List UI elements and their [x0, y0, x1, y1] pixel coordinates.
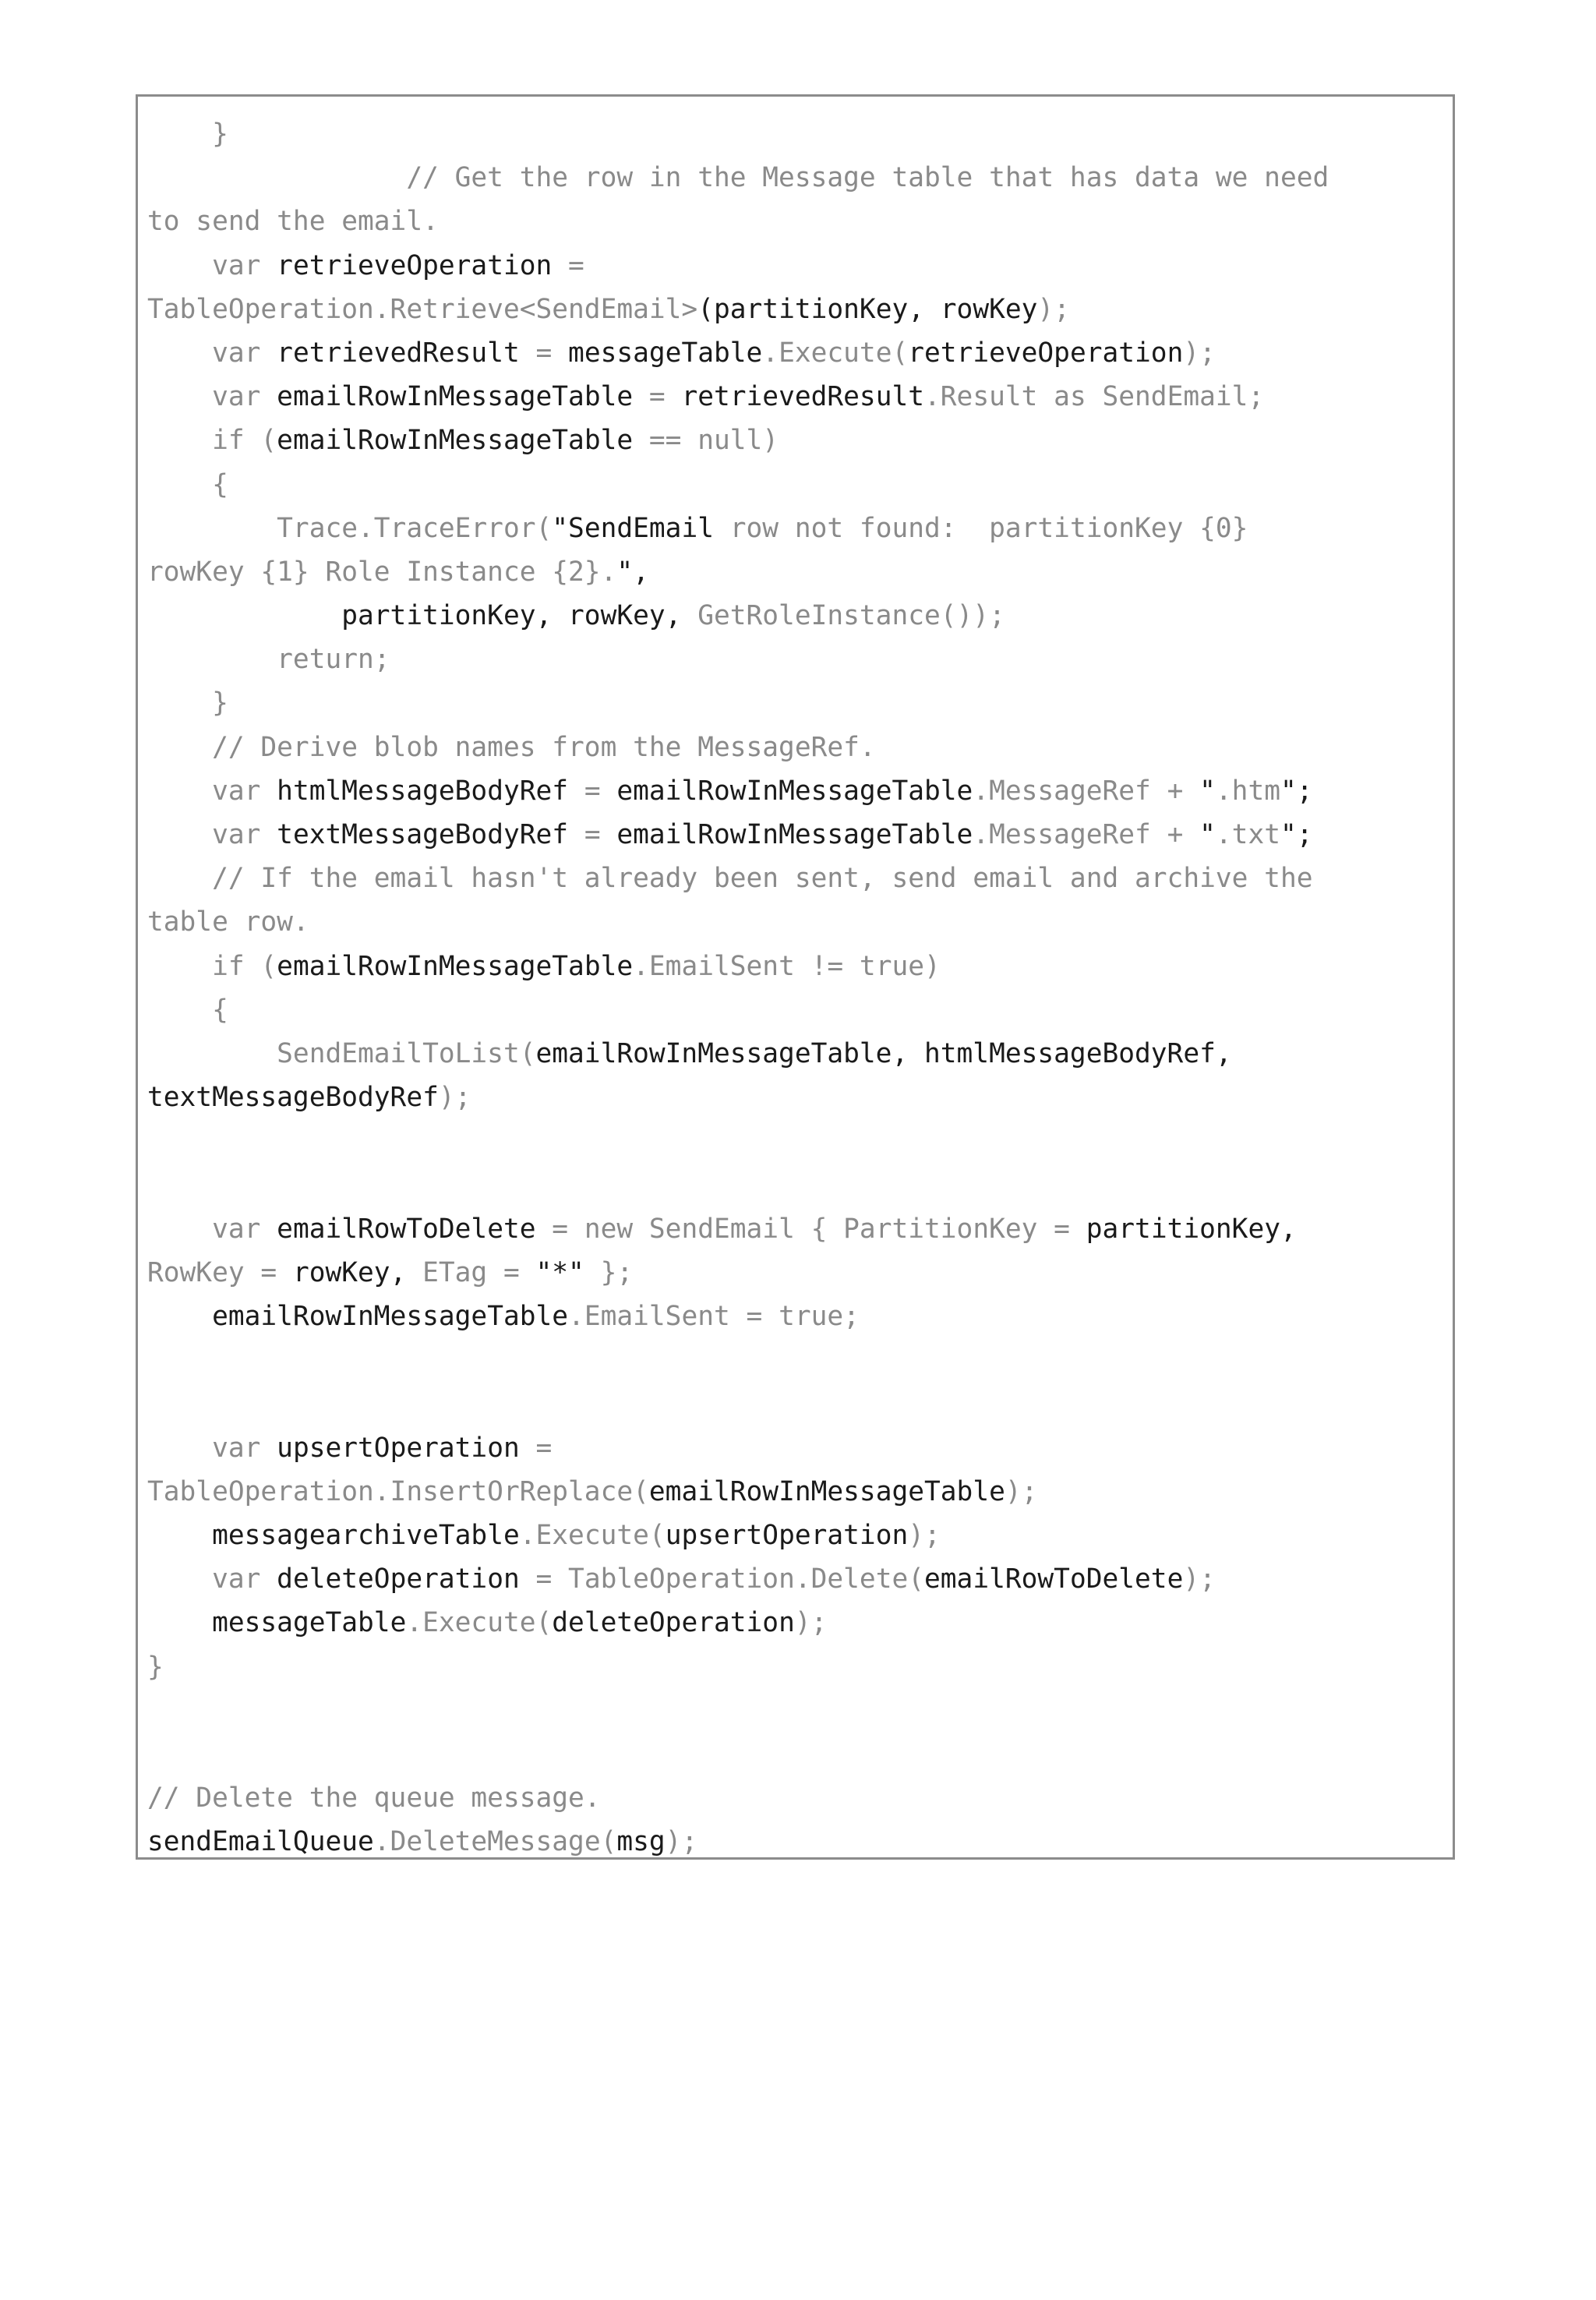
code-line	[147, 419, 1453, 462]
code-token: "*"	[535, 1256, 584, 1288]
code-token: ";	[1280, 819, 1313, 850]
code-token: ",	[616, 556, 649, 588]
code-line	[147, 726, 1453, 769]
code-token: .Execute(	[406, 1607, 553, 1639]
code-token: var	[147, 1213, 277, 1245]
code-line	[147, 594, 1453, 638]
code-line	[147, 1601, 1453, 1645]
code-line	[147, 375, 1453, 419]
code-line	[147, 988, 1453, 1032]
code-token: htmlMessageBodyRef	[277, 775, 569, 807]
code-token: table row.	[147, 906, 309, 938]
code-token: ETag =	[406, 1256, 536, 1288]
code-token: var	[147, 1432, 277, 1464]
code-token: messageTable	[568, 337, 763, 369]
code-token: var	[147, 337, 277, 369]
code-token: partitionKey,	[1086, 1213, 1297, 1245]
code-token: =	[519, 1432, 553, 1464]
code-token: {	[147, 468, 228, 500]
code-line	[147, 1426, 1453, 1470]
code-line	[147, 112, 1453, 156]
code-token: == null)	[633, 425, 779, 457]
code-token: emailRowInMessageTable, htmlMessageBodyRef,	[535, 1037, 1232, 1069]
code-token: );	[1183, 1563, 1216, 1595]
code-line	[147, 1295, 1453, 1338]
code-token: =	[568, 819, 617, 850]
code-line	[147, 681, 1453, 725]
code-token: =	[633, 381, 682, 413]
code-token: emailRowInMessageTable	[277, 425, 634, 457]
code-line	[147, 156, 1453, 200]
code-token: emailRowInMessageTable	[648, 1475, 1005, 1507]
code-token: retrieveOperation	[908, 337, 1184, 369]
code-token: if (	[147, 950, 277, 982]
code-token: emailRowInMessageTable	[616, 775, 973, 807]
code-token: deleteOperation	[277, 1563, 520, 1595]
code-line	[147, 244, 1453, 288]
code-token: emailRowToDelete	[924, 1563, 1184, 1595]
code-line	[147, 857, 1453, 900]
code-token: rowKey,	[292, 1256, 407, 1288]
code-token: ";	[1280, 775, 1313, 807]
code-line	[147, 550, 1453, 594]
code-token: sendEmailQueue	[147, 1826, 374, 1858]
code-line	[147, 638, 1453, 681]
code-token: messageTable	[212, 1607, 407, 1639]
code-token: var	[147, 249, 277, 281]
code-token: messagearchiveTable	[212, 1520, 520, 1551]
code-token: retrievedResult	[681, 381, 925, 413]
code-token: =	[568, 775, 617, 807]
code-token: // Delete the queue message.	[147, 1782, 601, 1814]
code-listing-frame	[136, 94, 1455, 1860]
code-token: RowKey =	[147, 1256, 293, 1288]
code-token: return;	[147, 644, 390, 676]
code-token: Trace.TraceError(	[147, 512, 553, 544]
code-token: SendEmailToList(	[147, 1037, 536, 1069]
code-token: );	[438, 1082, 471, 1114]
code-token: .Execute(	[519, 1520, 666, 1551]
code-line	[147, 200, 1453, 243]
code-token: );	[1183, 337, 1216, 369]
code-line	[147, 1207, 1453, 1251]
code-token: );	[908, 1520, 941, 1551]
code-line	[147, 769, 1453, 813]
code-line	[147, 288, 1453, 331]
code-token: "	[1199, 819, 1216, 850]
code-token: row not found: partitionKey {0}	[714, 512, 1248, 544]
code-token	[147, 600, 341, 631]
code-line	[147, 1776, 1453, 1820]
code-token: .MessageRef +	[973, 819, 1200, 850]
code-listing-body	[147, 112, 1453, 1860]
code-token: "	[1199, 775, 1216, 807]
code-line	[147, 1733, 1453, 1776]
code-token: emailRowInMessageTable	[212, 1301, 569, 1333]
code-token: retrievedResult	[277, 337, 520, 369]
code-token: = TableOperation.Delete(	[519, 1563, 925, 1595]
code-token: );	[1005, 1475, 1038, 1507]
code-token: };	[584, 1256, 634, 1288]
code-token: );	[665, 1826, 698, 1858]
code-token: var	[147, 1563, 277, 1595]
code-token: to send the email.	[147, 206, 439, 238]
code-token: deleteOperation	[552, 1607, 795, 1639]
code-token: // If the email hasn't already been sent, send email and archive the	[147, 863, 1313, 895]
code-token: emailRowInMessageTable	[616, 819, 973, 850]
code-token: upsertOperation	[277, 1432, 520, 1464]
code-token: .htm	[1215, 775, 1280, 807]
code-token: .Result as SendEmail;	[924, 381, 1265, 413]
code-line	[147, 1382, 1453, 1426]
code-token: );	[794, 1607, 828, 1639]
code-token: TableOperation.InsertOrReplace(	[147, 1475, 649, 1507]
code-token: textMessageBodyRef	[277, 819, 569, 850]
code-token: );	[1037, 293, 1070, 325]
code-line	[147, 1076, 1453, 1119]
code-token: // Get the row in the Message table that has data we need	[147, 162, 1329, 194]
code-line	[147, 1689, 1453, 1733]
code-line	[147, 331, 1453, 375]
code-token: }	[147, 1651, 164, 1683]
code-line	[147, 1032, 1453, 1076]
code-token	[147, 1607, 212, 1638]
code-line	[147, 1645, 1453, 1689]
code-token: "SendEmail	[552, 512, 714, 544]
code-token: (partitionKey, rowKey	[697, 293, 1038, 325]
code-token: var	[147, 819, 277, 850]
code-token: =	[519, 337, 569, 369]
code-token: {	[147, 994, 228, 1026]
code-token	[147, 1520, 212, 1551]
code-token: // Derive blob names from the MessageRef.	[147, 731, 876, 763]
code-token: retrieveOperation	[277, 249, 553, 281]
code-token: }	[147, 118, 228, 150]
code-token: msg	[616, 1826, 666, 1858]
code-line	[147, 1164, 1453, 1207]
code-token: partitionKey, rowKey,	[341, 600, 682, 632]
code-token: }	[147, 687, 228, 719]
code-token: emailRowToDelete	[277, 1213, 536, 1245]
code-line	[147, 1557, 1453, 1601]
code-token: emailRowInMessageTable	[277, 950, 634, 982]
code-token: = new SendEmail { PartitionKey =	[535, 1213, 1086, 1245]
code-token: .txt	[1215, 819, 1280, 850]
code-token: if (	[147, 425, 277, 457]
code-line	[147, 1514, 1453, 1557]
code-token: textMessageBodyRef	[147, 1082, 439, 1114]
code-token: =	[552, 249, 584, 281]
code-token: upsertOperation	[665, 1520, 909, 1551]
code-line	[147, 463, 1453, 507]
code-line	[147, 1251, 1453, 1295]
code-token: .DeleteMessage(	[373, 1826, 617, 1858]
code-token: .MessageRef +	[973, 775, 1200, 807]
code-token: emailRowInMessageTable	[277, 381, 634, 413]
code-line	[147, 813, 1453, 857]
code-line	[147, 900, 1453, 944]
code-token: .Execute(	[762, 337, 909, 369]
code-token: var	[147, 775, 277, 807]
code-token: var	[147, 381, 277, 413]
code-token: .EmailSent != true)	[633, 950, 941, 982]
code-line	[147, 1470, 1453, 1514]
code-token: rowKey {1} Role Instance {2}.	[147, 556, 617, 588]
code-line	[147, 507, 1453, 550]
code-token	[147, 1301, 212, 1332]
code-line	[147, 1820, 1453, 1860]
code-token: .EmailSent = true;	[568, 1301, 860, 1333]
code-token: GetRoleInstance());	[681, 600, 1005, 632]
code-line	[147, 1119, 1453, 1163]
code-token: TableOperation.Retrieve<SendEmail>	[147, 293, 698, 325]
code-line	[147, 1338, 1453, 1382]
code-line	[147, 945, 1453, 988]
